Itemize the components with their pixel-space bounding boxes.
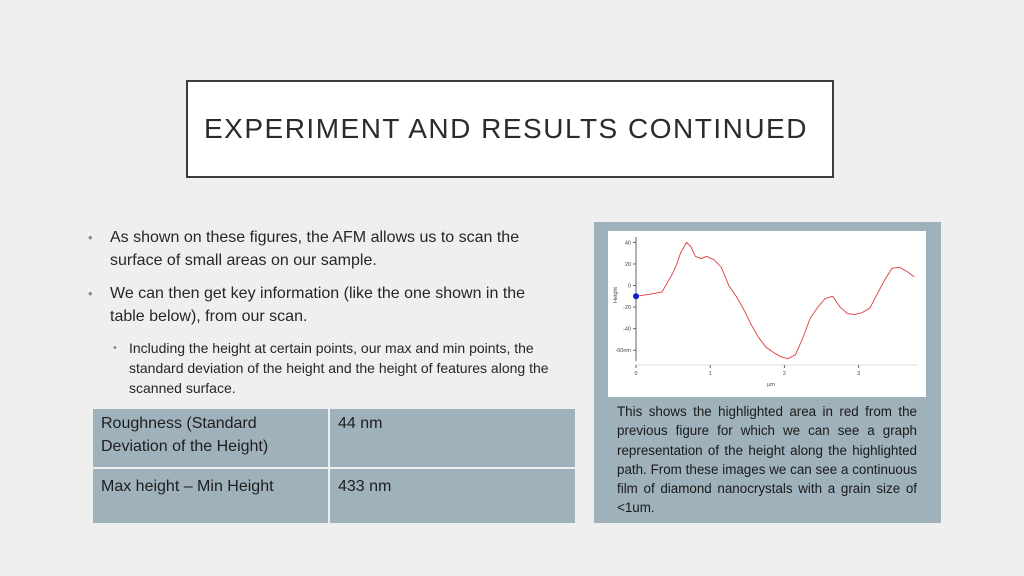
height-profile-line	[636, 242, 914, 358]
y-tick-label: 20	[624, 261, 631, 268]
start-point-marker	[633, 293, 639, 299]
bullet-list	[86, 226, 562, 398]
figure-caption: This shows the highlighted area in red from the previous figure for which we can see a graph representation of the height along the highlighted path. From these images we can see a continuous film of diamond nanocrystals with a grain size of <1um.	[617, 404, 917, 516]
y-tick-label: -40	[623, 326, 631, 333]
x-tick-label: 1	[708, 371, 712, 377]
x-tick-label: 0	[634, 371, 638, 377]
table-row	[92, 408, 576, 468]
table-cell-label: Max height – Min Height	[92, 468, 329, 524]
x-axis-label: µm	[767, 382, 775, 388]
table-cell-label: Roughness (Standard Deviation of the Height)	[92, 408, 329, 468]
figure-panel	[594, 222, 941, 523]
x-tick-label: 3	[857, 371, 861, 377]
sub-bullet-item: • Including the height at certain points, our max and min points, the standard deviation of the height and the height of features along the scanned surface.	[112, 338, 562, 398]
y-tick-label: -60nm	[615, 348, 631, 355]
y-tick-label: 0	[627, 283, 631, 290]
y-tick-label: -20	[623, 305, 631, 312]
table-row	[92, 468, 576, 524]
height-profile-chart	[608, 231, 926, 397]
title-box	[186, 80, 834, 178]
results-table	[91, 407, 577, 525]
table-cell-value: 44 nm	[329, 408, 576, 468]
bullet-item-1: • As shown on these figures, the AFM allows us to scan the surface of small areas on our sample.	[86, 226, 562, 272]
table-cell-value: 433 nm	[329, 468, 576, 524]
slide-title: EXPERIMENT AND RESULTS CONTINUED	[204, 113, 808, 144]
y-tick-label: 40	[624, 240, 631, 247]
height-profile-svg	[608, 231, 926, 397]
y-axis-label: Height	[613, 287, 619, 303]
bullet-item-2: • We can then get key information (like the one shown in the table below), from our scan.	[86, 282, 562, 328]
x-tick-label: 2	[782, 371, 786, 377]
